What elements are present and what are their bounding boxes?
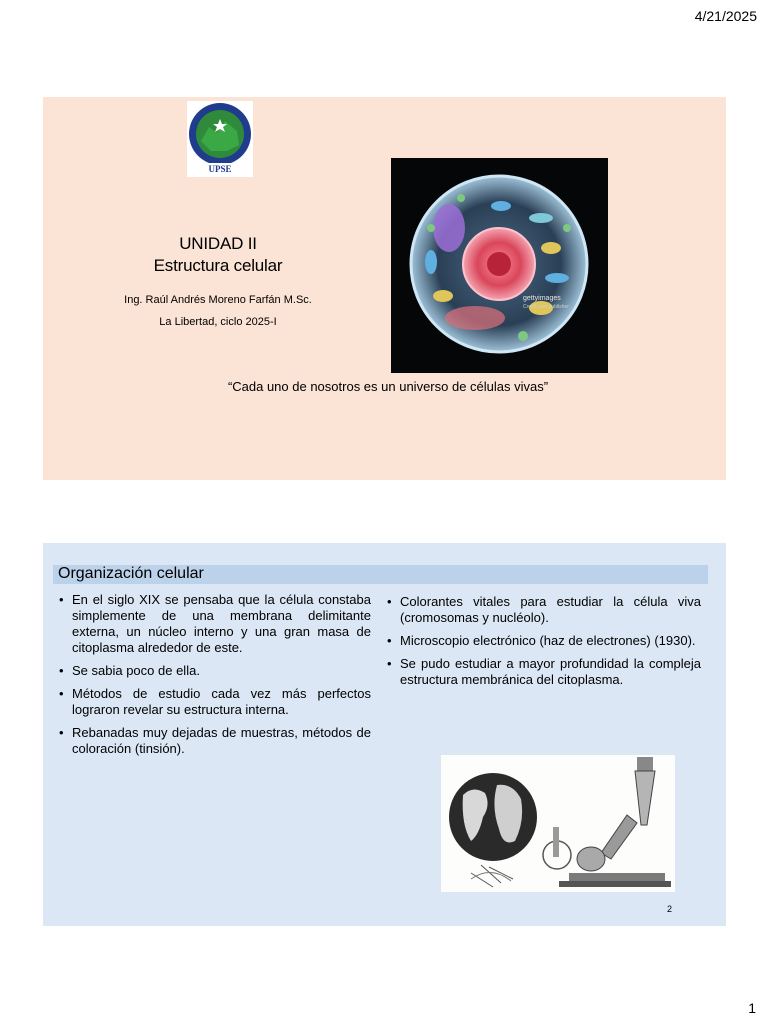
page-date: 4/21/2025 — [694, 8, 757, 24]
slide-header-bar — [53, 565, 708, 584]
bullet-item: • Colorantes vitales para estudiar la célula viva (cromosomas y nucléolo). — [386, 594, 701, 626]
bullet-item: • Métodos de estudio cada vez más perfectos lograron revelar su estructura interna. — [58, 686, 371, 718]
bullet-item: • Microscopio electrónico (haz de electrones) (1930). — [386, 633, 701, 649]
page-number: 1 — [748, 1000, 756, 1016]
slide-number: 2 — [666, 904, 672, 914]
left-column — [58, 592, 371, 764]
bullet-item: • Se sabia poco de ella. — [58, 663, 371, 679]
author-name: Ing. Raúl Andrés Moreno Farfán M.Sc. — [124, 294, 312, 306]
slide-title — [103, 233, 333, 277]
unit-title: UNIDAD II — [179, 234, 257, 253]
unit-subtitle: Estructura celular — [153, 256, 283, 275]
bullet-item: • Rebanadas muy dejadas de muestras, métodos de coloración (tinsión). — [58, 725, 371, 757]
microscope-illustration — [441, 755, 675, 892]
slide-title: Organización celular — [58, 565, 204, 582]
university-logo — [187, 101, 253, 177]
slide-quote: “Cada uno de nosotros es un universo de células vivas” — [227, 379, 549, 394]
content-slide — [43, 543, 726, 926]
place-cycle: La Libertad, ciclo 2025-I — [159, 316, 277, 328]
logo-text: UPSE — [208, 164, 232, 174]
bullet-item: • En el siglo XIX se pensaba que la célula constaba simplemente de una membrana delimitante externa, un núcleo interno y una gran masa de citoplasma alrededor de este. — [58, 592, 371, 656]
getty-watermark: gettyimages Credit: ecn publisher — [523, 295, 569, 310]
right-column — [386, 594, 701, 695]
cell-illustration — [391, 158, 608, 373]
title-slide — [43, 97, 726, 480]
bullet-item: • Se pudo estudiar a mayor profundidad la compleja estructura membránica del citoplasma. — [386, 656, 701, 688]
